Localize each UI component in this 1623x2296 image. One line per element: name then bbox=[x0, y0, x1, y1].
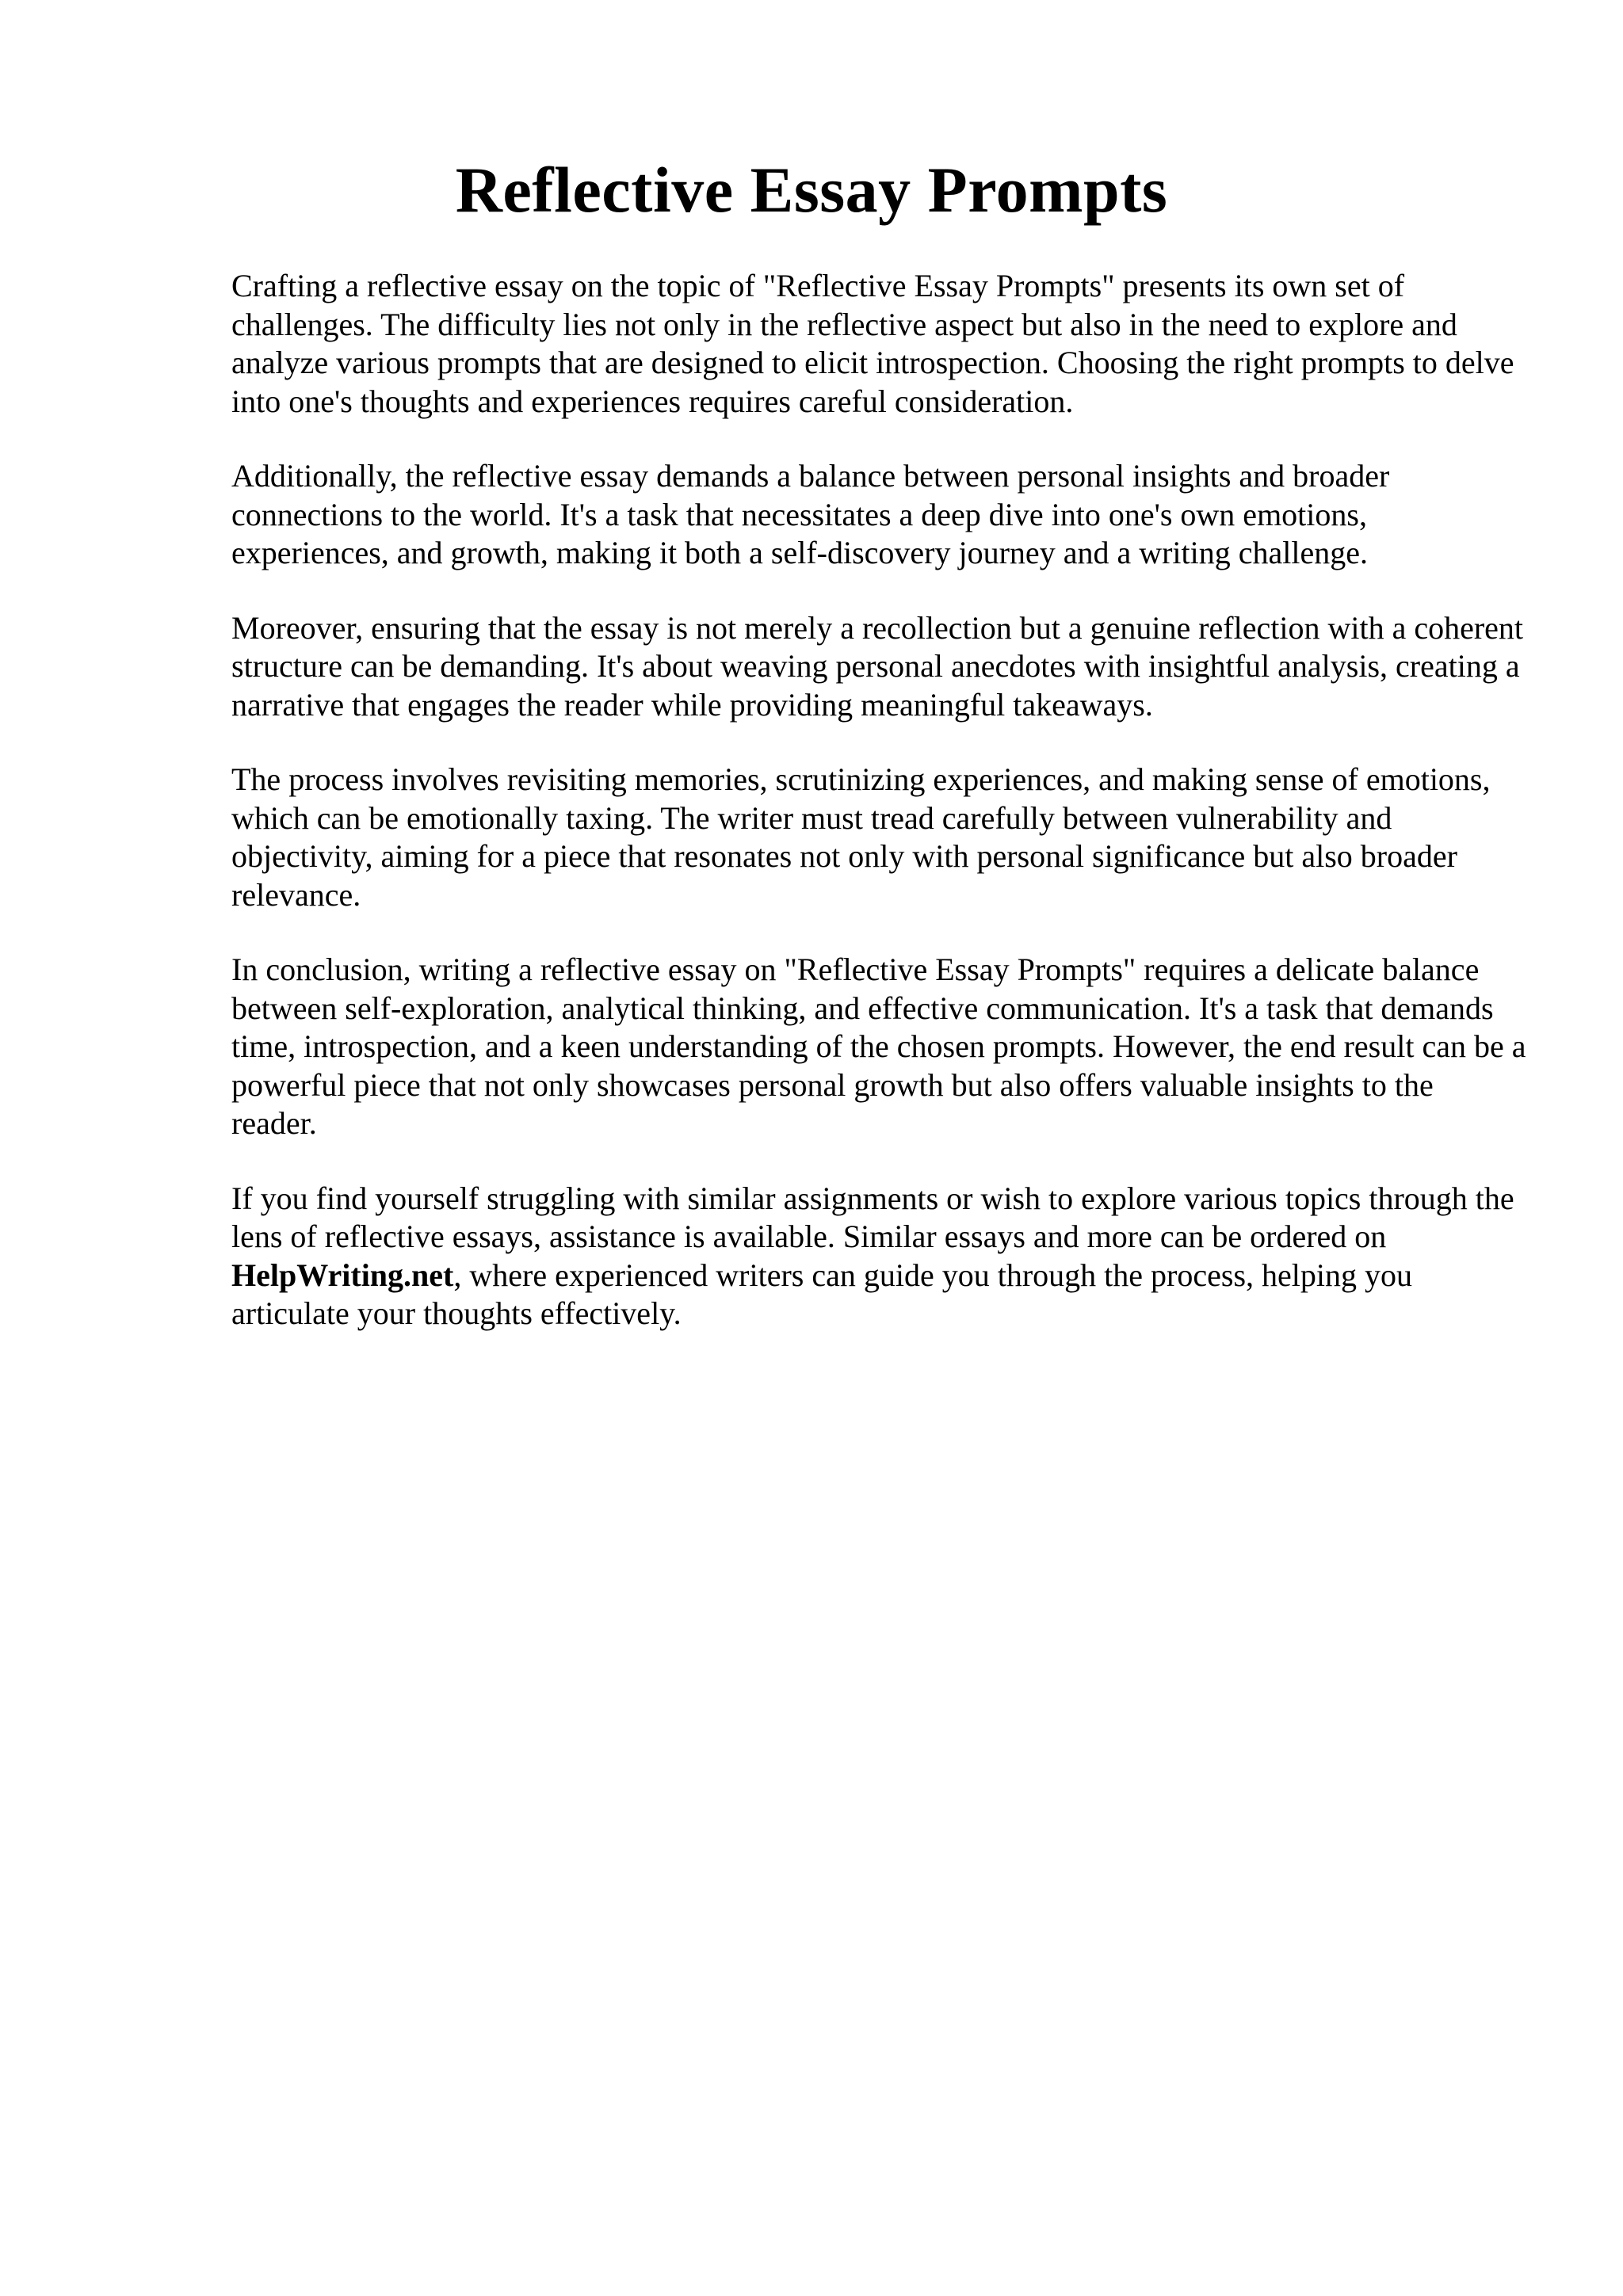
brand-name: HelpWriting.net bbox=[231, 1257, 454, 1293]
paragraph-assistance bbox=[231, 1180, 1526, 1333]
paragraph-balance: Additionally, the reflective essay demands a balance between personal insights and broader connections to the world. It's a task that necessitates a deep dive into one's own emotions, experiences, and growth, making it both a self-discovery journey and a writing challenge. bbox=[231, 458, 1390, 570]
paragraph-intro: Crafting a reflective essay on the topic of "Reflective Essay Prompts" presents its own set of challenges. The difficulty lies not only in the reflective aspect but also in the need to explore and analyze various prompts that are designed to elicit introspection. Choosing the right prompts to delve into one's thoughts and experiences requires careful consideration. bbox=[231, 268, 1514, 419]
paragraph-structure: Moreover, ensuring that the essay is not merely a recollection but a genuine reflection with a coherent structure can be demanding. It's about weaving personal anecdotes with insightful analysis, creating a narrative that engages the reader while providing meaningful takeaways. bbox=[231, 609, 1524, 723]
document-title: Reflective Essay Prompts bbox=[455, 154, 1168, 226]
assistance-text-before: If you find yourself struggling with similar assignments or wish to explore various topics through the lens of reflective essays, assistance is available. Similar essays and more can be ordered on bbox=[231, 1180, 1514, 1254]
paragraph-process: The process involves revisiting memories, scrutinizing experiences, and making sense of emotions, which can be emotionally taxing. The writer must tread carefully between vulnerability and objectivity, aiming for a piece that resonates not only with personal significance but also broader relevance. bbox=[231, 761, 1491, 913]
document-body bbox=[231, 267, 1526, 1370]
assistance-text-after: , where experienced writers can guide you through the process, helping you articulate your thoughts effectively. bbox=[231, 1257, 1412, 1331]
paragraph-conclusion: In conclusion, writing a reflective essay on "Reflective Essay Prompts" requires a delicate balance between self-exploration, analytical thinking, and effective communication. It's a task that demands time, introspection, and a keen understanding of the chosen prompts. However, the end result can be a powerful piece that not only showcases personal growth but also offers valuable insights to the reader. bbox=[231, 952, 1526, 1141]
